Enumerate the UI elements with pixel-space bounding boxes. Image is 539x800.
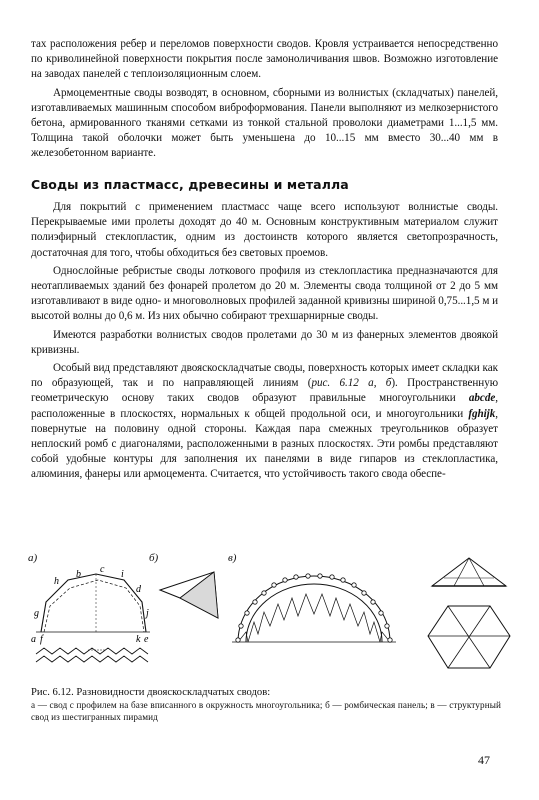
paragraph-4: Однослойные ребристые своды лоткового профиля из стеклопластика предназначаются для неотапливаемых зданий без фонарей пролетом до 20 м. Элементы свода толщиной от 2 до 5 мм изготавливают в виде одно- и многоволновых профилей заданной кривизны шириной 0,75...1,5 м и высотой волны до 0,6 м. Из них обычно собирают трехшарнирные своды.	[31, 264, 498, 323]
page-number: 47	[478, 753, 490, 767]
figure-caption	[31, 686, 501, 723]
caption-title: Рис. 6.12. Разновидности двояскоскладчатых сводов:	[31, 687, 271, 698]
figure-6-12	[28, 552, 512, 682]
polygon-abcde: abcde	[468, 392, 496, 405]
point-label-a: a	[31, 634, 36, 645]
point-label-i: i	[121, 569, 124, 580]
point-label-c: c	[100, 566, 105, 575]
section-heading: Своды из пластмасс, древесины и металла	[31, 177, 349, 192]
vault-profile-diagram	[28, 566, 153, 678]
point-label-d: d	[136, 584, 141, 595]
caption-text: а — свод с профилем на базе вписанного в окружность многоугольника; б — ромбическая панель; в — структурный свод из шестигранных пирамид	[31, 700, 501, 722]
point-label-k: k	[136, 634, 141, 645]
point-label-h: h	[54, 576, 59, 587]
panel-label-b: б)	[149, 552, 159, 564]
section-text	[31, 200, 498, 483]
polygon-fghijk: fghijk	[468, 407, 496, 420]
structural-vault-diagram	[224, 562, 404, 646]
paragraph-5: Имеются разработки волнистых сводов пролетами до 30 м из фанерных элементов двоякой кривизны.	[31, 328, 498, 356]
rhombic-panel-diagram	[158, 566, 220, 622]
paragraph-3: Для покрытий с применением пластмасс чаще всего используют волнистые своды. Перекрываемые ими пролеты доходят до 40 м. Основным конструктивным материалом служит полиэфирный стеклопластик, одним из достоинств которого является светопрозрачность, достаточная для того, чтобы обходиться без световых проемов.	[31, 201, 498, 259]
figure-reference: рис. 6.12 а, б	[311, 377, 392, 390]
point-label-e: e	[144, 634, 149, 645]
paragraph-2: Армоцементные своды возводят, в основном, сборными из волнистых (складчатых) панелей, изготавливаемых машинным способом виброформования. Панели выполняют из мелкозернистого бетона, армированного тканями сетками из тонкой стальной проволоки диаметрами 1...1,5 мм. Толщина такой оболочки может быть уменьшена до 10...15 мм вместо 30...40 мм в железобетонном варианте.	[31, 86, 498, 160]
intro-text	[31, 37, 498, 162]
point-label-f: f	[40, 634, 43, 645]
paragraph-6: Особый вид представляют двояскоскладчатые своды, поверхность которых имеет складки как по образующей, так и по направляющей линиям (рис. 6.12 а, б). Пространственную геометрическую основу таких сводов образуют правильные многоугольники abcde, расположенные в плоскостях, нормальных к общей продольной оси, и многоугольники fghijk, повернутые на половину одной стороны. Каждая пара смежных треугольников образует неплоский ромб с диагоналями, расположенными в разных плоскостях. Эти ромбы представляют собой удобные контуры для заполнения их панелями в виде гипаров из стеклопластика, алюминия, фанеры или армоцемента. Считается, что устойчивость такого свода обеспе-	[31, 362, 499, 481]
paragraph-1: тах расположения ребер и переломов поверхности сводов. Кровля устраивается непосредственно по криволинейной поверхности покрытия после замоноличивания швов. Возможно изготовление на заводах панелей с теплоизоляционным слоем.	[31, 38, 498, 81]
point-label-g: g	[34, 608, 39, 619]
hexagonal-pyramid-diagram	[424, 556, 514, 676]
point-label-b: b	[76, 569, 81, 580]
panel-label-v: в)	[228, 552, 237, 564]
point-label-j: j	[146, 608, 149, 619]
panel-label-a: а)	[28, 552, 38, 564]
